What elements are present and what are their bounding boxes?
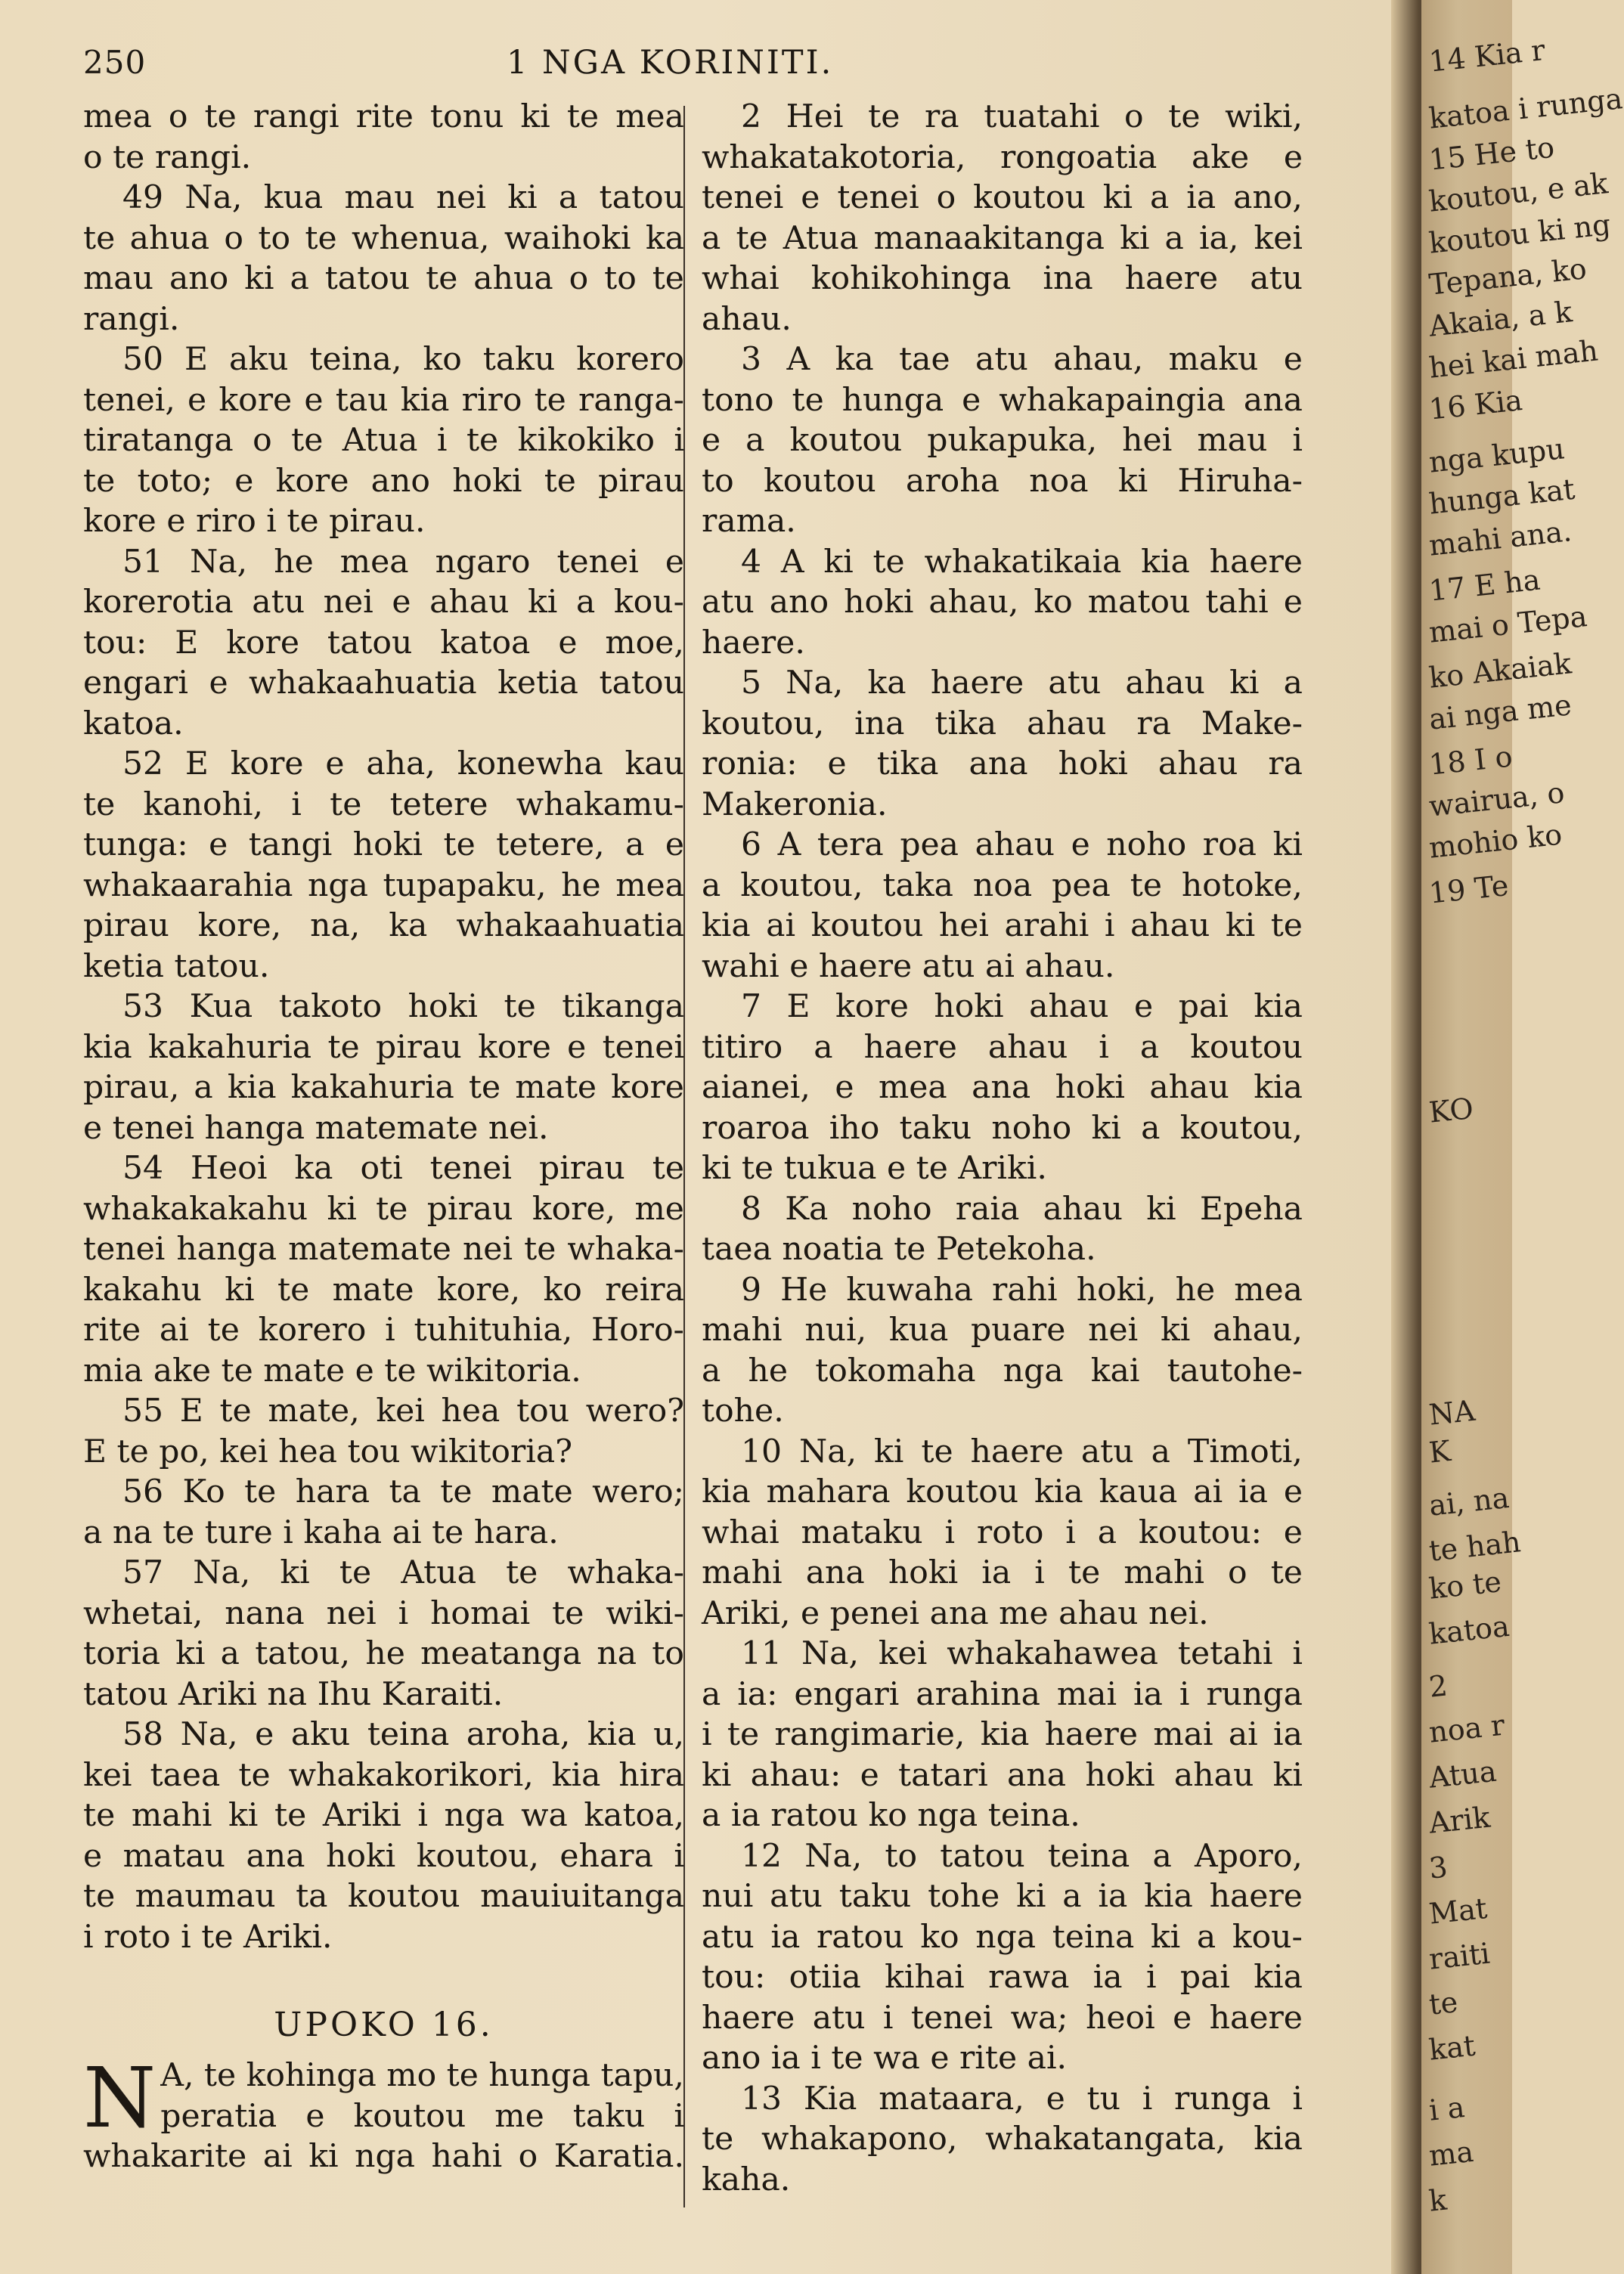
text-line: tohe. [702, 1393, 784, 1430]
facing-page-fragment: Tepana, ko [1427, 252, 1588, 302]
facing-page-fragment: 15 He to [1427, 130, 1556, 177]
text-line: kakahu ki te mate kore, ko reira [83, 1271, 684, 1309]
text-line: te kanohi, i te tetere whakamu- [83, 785, 684, 823]
page-number: 250 [83, 44, 147, 81]
text-line: 50 E aku teina, ko taku korero [122, 341, 684, 378]
text-line: mea o te rangi rite tonu ki te mea [83, 98, 684, 135]
text-line: ahau. [702, 300, 792, 338]
text-line: tenei e tenei o koutou ki a ia ano, [702, 179, 1303, 216]
page-header [0, 44, 1402, 89]
text-line: 10 Na, ki te haere atu a Timoti, [741, 1433, 1303, 1470]
text-line: te ahua o to te whenua, waihoki ka [83, 219, 684, 257]
text-line: kia ai koutou hei arahi i ahau ki te [702, 907, 1303, 944]
text-line: tenei hanga matemate nei te whaka- [83, 1231, 684, 1268]
text-line: 3 A ka tae atu ahau, maku e [741, 341, 1303, 378]
facing-page-fragment: hei kai mah [1427, 333, 1600, 385]
text-line: rangi. [83, 300, 180, 338]
text-line: 7 E kore hoki ahau e pai kia [741, 988, 1303, 1025]
facing-page-fragment: KO [1427, 1091, 1475, 1129]
facing-page-fragment: K [1427, 1434, 1452, 1470]
facing-page-fragment: ma [1427, 2134, 1475, 2173]
text-line: toria ki a tatou, he meatanga na to [83, 1635, 684, 1672]
text-line: Ariki, e penei ana me ahau nei. [702, 1594, 1209, 1632]
text-line: tiratanga o te Atua i te kikokiko i [83, 422, 684, 459]
text-line: 2 Hei te ra tuatahi o te wiki, [741, 98, 1303, 135]
left-column [83, 97, 684, 2177]
facing-page-fragment: ai nga me [1427, 688, 1573, 736]
facing-page-edge [1421, 0, 1624, 2274]
facing-page-fragment: ai, na [1427, 1480, 1511, 1523]
text-line: i roto i te Ariki. [83, 1918, 333, 1956]
text-line: to koutou aroha noa ki Hiruha- [702, 462, 1303, 500]
text-line: aianei, e mea ana hoki ahau kia [702, 1069, 1303, 1106]
text-line: tono te hunga e whakapaingia ana [702, 381, 1303, 419]
facing-page-fragment: kat [1427, 2028, 1477, 2067]
text-line: haere. [702, 624, 805, 661]
text-line: 12 Na, to tatou teina a Aporo, [741, 1837, 1303, 1875]
text-line: te mahi ki te Ariki i nga wa katoa, [83, 1797, 684, 1834]
text-line: mau ano ki a tatou te ahua o to te [83, 260, 684, 297]
text-line: tou: otiia kihai rawa ia i pai kia [702, 1959, 1303, 1996]
text-line: 5 Na, ka haere atu ahau ki a [741, 665, 1303, 702]
text-line: e tenei hanga matemate nei. [83, 1109, 549, 1147]
text-line: kei taea te whakakorikori, kia hira [83, 1756, 684, 1794]
facing-page-fragment: te hah [1427, 1525, 1523, 1568]
facing-page-fragment: 14 Kia r [1427, 33, 1547, 79]
facing-page-fragment: hunga kat [1427, 472, 1576, 521]
facing-page-fragment: katoa i runga [1427, 82, 1624, 135]
text-line: ronia: e tika ana hoki ahau ra [702, 745, 1303, 782]
text-line: pirau, a kia kakahuria te mate kore [83, 1069, 684, 1106]
text-line: 53 Kua takoto hoki te tikanga [122, 988, 684, 1025]
text-line: a he tokomaha nga kai tautohe- [702, 1352, 1303, 1389]
facing-page-fragment: ko te [1427, 1564, 1503, 1606]
text-line: titiro a haere ahau i a koutou [702, 1028, 1303, 1066]
facing-page-fragment: Atua [1427, 1754, 1498, 1795]
text-line: 49 Na, kua mau nei ki a tatou [122, 179, 684, 216]
facing-page-fragment: Mat [1427, 1891, 1489, 1931]
text-line: roaroa iho taku noho ki a koutou, [702, 1109, 1303, 1147]
text-line: e a koutou pukapuka, hei mau i [702, 422, 1303, 459]
text-line: tenei, e kore e tau kia riro te ranga- [83, 381, 684, 419]
text-line: whakarite ai ki nga hahi o Karatia. [83, 2138, 684, 2175]
text-line: tatou Ariki na Ihu Karaiti. [83, 1675, 504, 1713]
text-line: peratia e koutou me taku i [160, 2097, 684, 2135]
text-line: a ia: engari arahina mai ia i runga [702, 1675, 1303, 1713]
text-line: korerotia atu nei e ahau ki a kou- [83, 584, 684, 621]
text-line: a koutou, taka noa pea te hotoke, [702, 866, 1303, 904]
facing-page-fragment: mai o Tepa [1427, 599, 1589, 649]
text-line: i te rangimarie, kia haere mai ai ia [702, 1716, 1303, 1753]
facing-page-fragment: i a [1427, 2090, 1467, 2127]
facing-page-fragment: noa r [1427, 1708, 1507, 1749]
text-line: 55 E te mate, kei hea tou wero? [122, 1393, 684, 1430]
left-column-text [83, 97, 684, 1957]
facing-page-fragment: nga kupu [1427, 432, 1567, 479]
facing-page-fragment: raiti [1427, 1936, 1492, 1976]
text-line: mia ake te mate e te wikitoria. [83, 1352, 581, 1389]
text-line: katoa. [83, 705, 184, 742]
facing-page-fragment: 18 I o [1427, 739, 1514, 782]
text-line: 51 Na, he mea ngaro tenei e [122, 543, 684, 581]
facing-page-fragment: 19 Te [1427, 868, 1511, 910]
text-line: 6 A tera pea ahau e noho roa ki [741, 826, 1303, 863]
text-line: tunga: e tangi hoki te tetere, a e [83, 826, 684, 863]
facing-page-fragment: koutou ki ng [1427, 207, 1613, 260]
text-line: whakakakahu ki te pirau kore, me [83, 1190, 684, 1228]
chapter-opening [83, 2049, 684, 2177]
facing-page-fragment: koutou, e ak [1427, 166, 1610, 218]
text-line: a te Atua manaakitanga ki a ia, kei [702, 219, 1303, 257]
text-line: 8 Ka noho raia ahau ki Epeha [741, 1190, 1303, 1228]
text-line: kaha. [702, 2161, 791, 2198]
text-line: haere atu i tenei wa; heoi e haere [702, 1999, 1303, 2037]
text-line: mahi nui, kua puare nei ki ahau, [702, 1312, 1303, 1349]
text-line: atu ano hoki ahau, ko matou tahi e [702, 584, 1303, 621]
facing-page-fragment: mahi ana. [1427, 514, 1573, 562]
facing-page-fragment: 2 [1427, 1668, 1449, 1704]
text-line: te toto; e kore ano hoki te pirau [83, 462, 684, 500]
text-line: 56 Ko te hara ta te mate wero; [122, 1473, 684, 1510]
text-line: kia kakahuria te pirau kore e tenei [83, 1028, 684, 1066]
text-line: nui atu taku tohe ki a ia kia haere [702, 1878, 1303, 1915]
facing-page-fragment: wairua, o [1427, 776, 1567, 823]
text-line: kore e riro i te pirau. [83, 503, 426, 540]
text-line: 57 Na, ki te Atua te whaka- [122, 1554, 684, 1591]
facing-page-fragment: katoa [1427, 1609, 1511, 1651]
text-line: 11 Na, kei whakahawea tetahi i [741, 1635, 1303, 1672]
facing-page-fragment: Akaia, a k [1427, 295, 1574, 343]
text-line: ketia tatou. [83, 947, 270, 985]
facing-page-fragment: mohio ko [1427, 817, 1564, 865]
text-line: ano ia i te wa e rite ai. [702, 2040, 1068, 2077]
text-line: a na te ture i kaha ai te hara. [83, 1513, 559, 1551]
text-line: whai mataku i roto i a koutou: e [702, 1513, 1303, 1551]
facing-page-fragment: Arik [1427, 1800, 1492, 1840]
text-line: whakatakotoria, rongoatia ake e [702, 138, 1303, 176]
text-line: E te po, kei hea tou wikitoria? [83, 1433, 573, 1470]
text-line: A, te kohinga mo te hunga tapu, [160, 2057, 684, 2094]
text-line: o te rangi. [83, 138, 252, 176]
facing-page-fragment: k [1427, 2183, 1449, 2218]
text-line: 13 Kia mataara, e tu i runga i [741, 2080, 1303, 2118]
text-line: taea noatia te Petekoha. [702, 1231, 1096, 1268]
facing-page-fragment: ko Akaiak [1427, 646, 1573, 695]
text-line: e matau ana hoki koutou, ehara i [83, 1837, 684, 1875]
text-line: koutou, ina tika ahau ra Make- [702, 705, 1303, 742]
facing-page-fragment: 16 Kia [1427, 383, 1524, 426]
text-line: 9 He kuwaha rahi hoki, he mea [741, 1271, 1303, 1309]
text-line: ki te tukua e te Ariki. [702, 1150, 1047, 1187]
text-line: engari e whakaahuatia ketia tatou [83, 665, 684, 702]
facing-page-fragment: 3 [1427, 1850, 1449, 1885]
chapter-heading: UPOKO 16. [274, 2006, 494, 2044]
text-line: pirau kore, na, ka whakaahuatia [83, 907, 684, 944]
right-column [702, 97, 1303, 2200]
facing-page-fragment: 17 E ha [1427, 562, 1542, 608]
text-line: whakaarahia nga tupapaku, he mea [83, 866, 684, 904]
text-line: te maumau ta koutou mauiuitanga [83, 1878, 684, 1915]
text-line: rite ai te korero i tuhituhia, Horo- [83, 1312, 684, 1349]
text-line: 4 A ki te whakatikaia kia haere [741, 543, 1303, 581]
text-line: whai kohikohinga ina haere atu [702, 260, 1303, 297]
text-line: mahi ana hoki ia i te mahi o te [702, 1554, 1303, 1591]
text-line: wahi e haere atu ai ahau. [702, 947, 1115, 985]
text-line: 58 Na, e aku teina aroha, kia u, [122, 1716, 684, 1753]
running-title: 1 NGA KORINITI. [507, 44, 834, 82]
text-line: Makeronia. [702, 785, 888, 823]
text-line: kia mahara koutou kia kaua ai ia e [702, 1473, 1303, 1510]
right-column-text [702, 97, 1303, 2200]
text-line: tou: E kore tatou katoa e moe, [83, 624, 684, 661]
drop-cap: N [83, 2049, 157, 2146]
facing-page-fragment: NA [1427, 1393, 1477, 1432]
text-line: rama. [702, 503, 796, 540]
text-line: 54 Heoi ka oti tenei pirau te [122, 1150, 684, 1187]
facing-page-fragment: te [1427, 1985, 1460, 2022]
text-line: whetai, nana nei i homai te wiki- [83, 1594, 684, 1632]
text-line: te whakapono, whakatangata, kia [702, 2121, 1303, 2158]
text-line: atu ia ratou ko nga teina ki a kou- [702, 1918, 1303, 1956]
text-line: 52 E kore e aha, konewha kau [122, 745, 684, 782]
chapter-opening-text [83, 2049, 684, 2177]
text-line: ki ahau: e tatari ana hoki ahau ki [702, 1756, 1303, 1794]
text-line: a ia ratou ko nga teina. [702, 1797, 1080, 1834]
